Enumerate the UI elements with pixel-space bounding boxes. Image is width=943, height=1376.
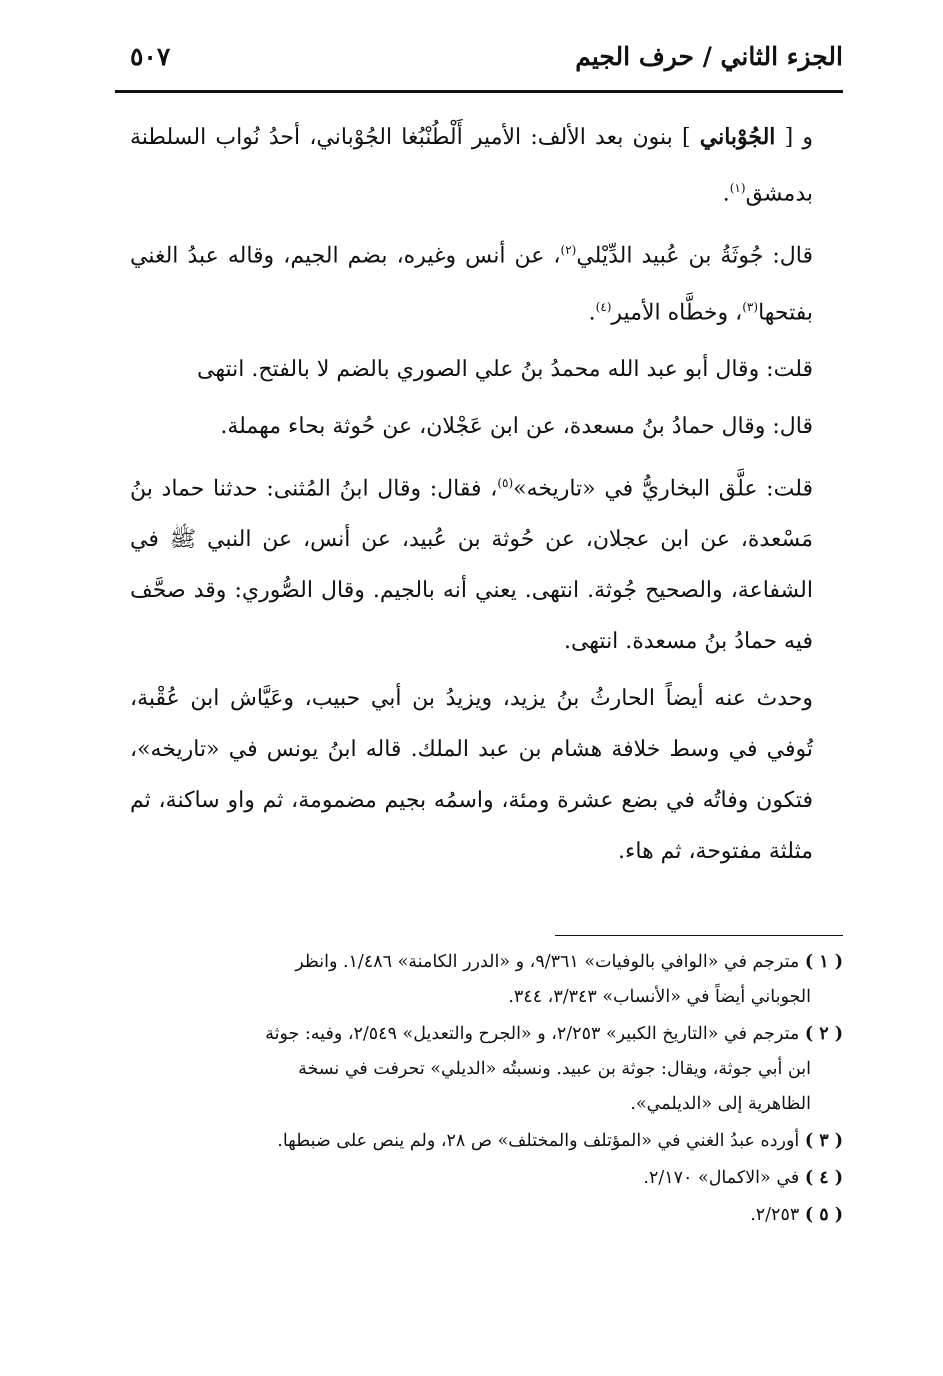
footnote-ref-4: (٤)	[595, 299, 612, 314]
footnote-4	[130, 1161, 843, 1196]
footnote-text: ٢/٢٥٣.	[750, 1205, 805, 1225]
footnote-number: ( ٥ )	[804, 1205, 843, 1225]
page-number: ٥٠٧	[130, 42, 171, 71]
paragraph-text: ، عن أنس وغيره، بضم الجيم، وقاله عبدُ الغني بفتحها	[130, 243, 813, 325]
footnote-ref-5: (٥)	[497, 475, 514, 490]
paragraph-text: ، وخطَّاه الأمير	[611, 299, 743, 325]
footnote-number: ( ٢ )	[804, 1024, 843, 1044]
paragraph-text: قلت: علَّق البخاريُّ في «تاريخه»	[513, 476, 813, 502]
bracket-open: و [	[775, 125, 813, 150]
paragraph-bukhari	[130, 458, 843, 667]
running-title: الجزء الثاني / حرف الجيم	[575, 42, 843, 71]
footnote-number: ( ٤ )	[804, 1168, 843, 1188]
footnote-text: مترجم في «التاريخ الكبير» ٢/٢٥٣، و «الجرح والتعديل» ٢/٥٤٩، وفيه: جوثة	[265, 1024, 805, 1044]
paragraph-text: ] بنون بعد الألف: الأمير أَلْطُنْبُغا الجُوْباني، أحدُ نُواب السلطنة بدمشق	[130, 125, 813, 207]
footnote-text: ابن أبي جوثة، ويقال: جوثة بن عبيد. ونسبتُه «الديلي» تحرفت في نسخة	[298, 1059, 811, 1079]
paragraph-suri: قلت: وقال أبو عبد الله محمدُ بنُ علي الصوري بالضم لا بالفتح. انتهى	[197, 356, 813, 382]
footnote-text: مترجم في «الوافي بالوفيات» ٩/٣٦١، و «الدرر الكامنة» ١/٤٨٦. وانظر	[295, 952, 805, 972]
paragraph-jutha	[130, 225, 843, 338]
footnote-text: الظاهرية إلى «الديلمي».	[630, 1094, 811, 1114]
paragraph-juwbani	[130, 112, 843, 219]
paragraph-text: قال: جُوثَةُ بن عُبيد الدِّيْلي	[576, 243, 813, 269]
page-header	[120, 42, 843, 82]
footnote-number: ( ١ )	[804, 952, 843, 972]
paragraph-hammad: قال: وقال حمادُ بنُ مسعدة، عن ابن عَجْلان، عن حُوثة بحاء مهملة.	[220, 413, 813, 439]
entry-heading: الجُوْباني	[699, 124, 776, 150]
footnote-ref-2: (٢)	[560, 243, 577, 258]
paragraph-text: ، فقال: وقال ابنُ المُثنى: حدثنا حماد بنُ مَسْعدة، عن ابن عجلان، عن حُوثة بن عُبيد، عن أنس، عن النبي ﷺ في الشفاعة، والصحيح جُوثة. انتهى. يعني أنه بالجيم. وقال الصُّوري: وقد صحَّف فيه حمادُ بنُ مسعدة. انتهى.	[130, 476, 813, 655]
footnote-2	[130, 1017, 843, 1122]
footnote-text: أورده عبدُ الغني في «المؤتلف والمختلف» ص ٢٨، ولم ينص على ضبطها.	[277, 1131, 805, 1151]
paragraph-end: .	[588, 299, 596, 325]
footnote-3	[130, 1124, 843, 1159]
header-rule	[115, 90, 843, 93]
paragraph-transmitters: وحدث عنه أيضاً الحارثُ بنُ يزيد، ويزيدُ بن أبي حبيب، وعَيَّاش ابن عُقْبة، تُوفي في وسط خلافة هشام بن عبد الملك. قاله ابنُ يونس في «تاريخه»، فتكون وفاتُه في بضع عشرة ومئة، واسمُه بجيم مضمومة، ثم واو ساكنة، ثم مثلثة مفتوحة، ثم هاء.	[130, 686, 813, 865]
footnote-separator	[555, 935, 843, 936]
footnote-ref-3: (٣)	[742, 299, 759, 314]
paragraph-end: .	[722, 181, 730, 207]
footnote-1	[130, 945, 843, 1015]
footnote-text: في «الاكمال» ٢/١٧٠.	[643, 1168, 805, 1188]
footnote-5	[130, 1198, 843, 1233]
footnote-number: ( ٣ )	[804, 1131, 843, 1151]
footnotes	[130, 945, 843, 1235]
footnote-text: الجوباني أيضاً في «الأنساب» ٣/٣٤٣، ٣٤٤.	[508, 987, 811, 1007]
body-text	[130, 112, 843, 883]
footnote-ref-1: (١)	[729, 181, 746, 195]
